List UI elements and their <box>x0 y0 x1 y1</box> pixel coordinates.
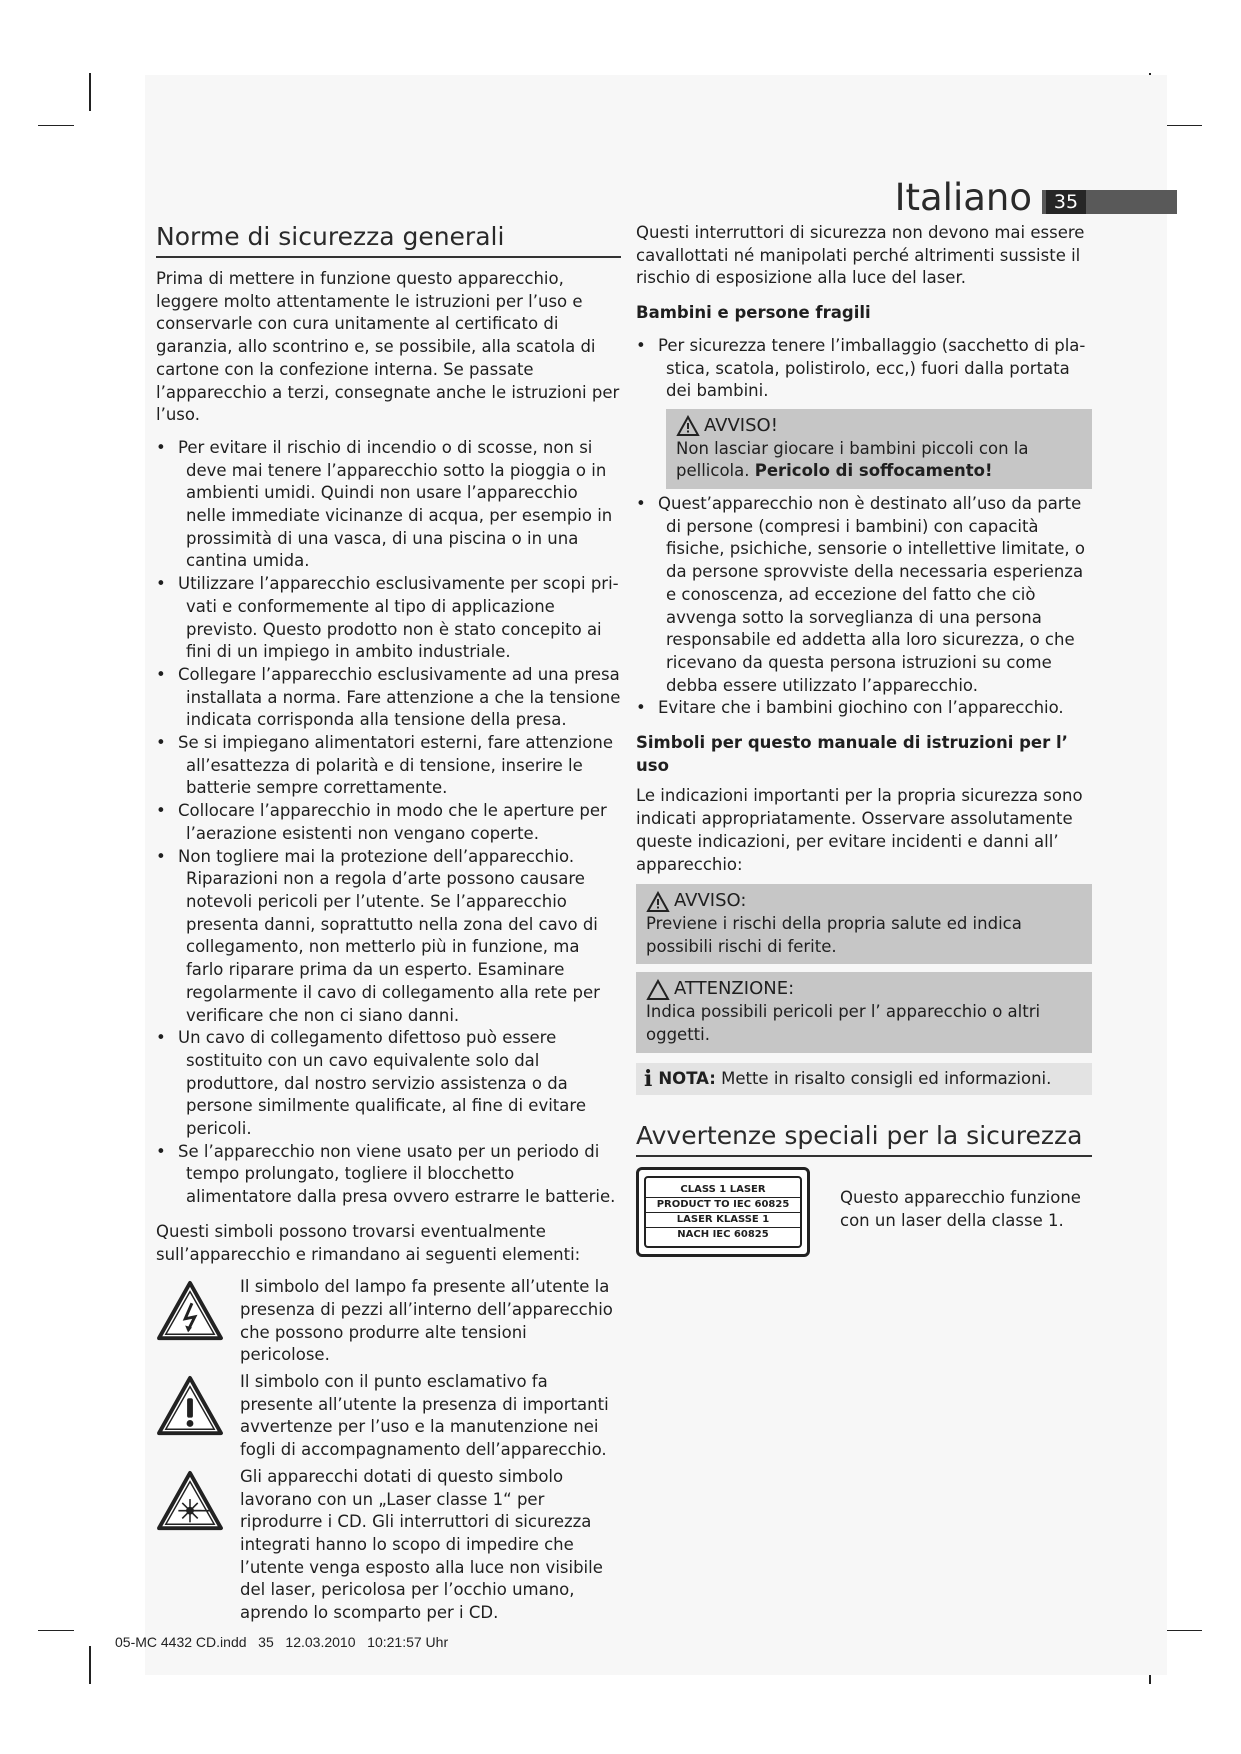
caution-box <box>636 972 1092 1052</box>
warning-text <box>676 438 1082 483</box>
list-item: • Per sicurezza tenere l’imballaggio (sacchetto di plastica, scatola, polistirolo, ecc,) fuori dalla portata dei bambini. <box>636 335 1092 403</box>
list-item: • Un cavo di collegamento difettoso può essere sostituito con un cavo equivalente solo dal produttore, dal nostro servizio assistenza o da persone similmente qualificate, al fine di evitare pericoli. <box>156 1027 621 1141</box>
list-item: • Se l’apparecchio non viene usato per un periodo di tempo prolungato, togliere il blocchetto alimentatore dalla presa ovvero estrarre le batterie. <box>156 1141 621 1209</box>
warning-title: AVVISO: <box>674 890 747 912</box>
continuation-paragraph: Questi interruttori di sicurezza non devono mai essere cavallottati né manipolati perché altrimenti sussiste il rischio di esposizione alla luce del laser. <box>636 223 1085 288</box>
symbol-row-lightning <box>156 1276 621 1367</box>
page-number: 35 <box>1046 190 1086 214</box>
crop-mark <box>38 125 74 126</box>
crop-mark <box>1166 125 1202 126</box>
warning-box-children <box>666 409 1092 489</box>
caution-text: Indica possibili pericoli per l’ apparecchio o altri oggetti. <box>646 1002 1041 1044</box>
symbol-text-laser: Gli apparecchi dotati di questo simbolo lavorano con un „Laser classe 1“ per riprodurre i CD. Gli interruttori di sicurezza integrati hanno lo scopo di impedire che l’utente venga esposto alla luce non visibile del laser, pericolosa per l’occhio umano, aprendo lo scomparto per i CD. <box>240 1466 603 1623</box>
symbols-intro: Questi simboli possono trovarsi eventualmente sull’apparecchio e rimandano ai seguenti elementi: <box>156 1221 581 1264</box>
safety-bullet-list <box>156 437 621 1209</box>
page-number-bar <box>1042 190 1177 214</box>
warning-title: AVVISO! <box>704 414 778 436</box>
symbols-manual-heading: Simboli per questo manuale di istruzioni per l’ uso <box>636 733 1068 775</box>
list-item: • Evitare che i bambini giochino con l’apparecchio. <box>636 697 1092 720</box>
list-item: • Quest’apparecchio non è destinato all’uso da parte di persone (compresi i bambini) con capacità fisiche, psichiche, sensorie o intellettive limitate, o da persone sprovviste della necessaria esperienza e conoscenza, ad eccezione del fatto che ciò avvenga sotto la sorveglianza di una persona responsabile ed addetta alla loro sicurezza, o che ricevano da questa persona istruzioni su come debba essere utilizzato l’apparecchio. <box>636 493 1092 697</box>
laser-warning-icon <box>156 1470 224 1532</box>
list-item: • Per evitare il rischio di incendio o di scosse, non si deve mai tenere l’apparecchio sotto la pioggia o in ambienti umidi. Quindi non usare l’apparecchio nelle immediate vicinanze di acqua, per esempio in prossimità di una vasca, di una piscina o in una cantina umida. <box>156 437 621 573</box>
section-title-special-safety: Avvertenze speciali per la sicurezza <box>636 1121 1092 1157</box>
symbol-text-lightning: Il simbolo del lampo fa presente all’utente la presenza di pezzi all’interno dell’apparecchio che possono produrre alte tensioni pericolose. <box>240 1277 613 1365</box>
right-column <box>636 222 1092 1257</box>
warning-body: Non lasciar giocare i bambini piccoli con la pellicola. <box>676 438 1029 481</box>
crop-mark <box>1166 1630 1202 1631</box>
children-bullet-list-2 <box>636 493 1092 720</box>
language-title: Italiano <box>894 176 1032 219</box>
laser-class-row <box>636 1167 1092 1257</box>
laser-class-text: Questo apparecchio funzione con un laser della classe 1. <box>840 1188 1081 1230</box>
list-item: • Collegare l’apparecchio esclusivamente ad una presa installata a norma. Fare attenzione a che la tensione indicata corrisponda alla tensione della presa. <box>156 664 621 732</box>
list-item: • Collocare l’apparecchio in modo che le aperture per l’aerazione esistenti non vengano coperte. <box>156 800 621 845</box>
laser-label-line: LASER KLASSE 1 <box>646 1213 800 1228</box>
symbol-text-exclamation: Il simbolo con il punto esclamativo fa presente all’utente la presenza di importanti avvertenze per l’uso e la manutenzione nei fogli di accompagnamento dell’apparecchio. <box>240 1372 609 1460</box>
symbol-row-laser <box>156 1466 621 1625</box>
caution-title: ATTENZIONE: <box>674 978 795 1000</box>
list-item: • Utilizzare l’apparecchio esclusivamente per scopi privati e conformemente al tipo di applicazione previsto. Questo prodotto non è stato concepito ai fini di un impiego in ambito industriale. <box>156 573 621 664</box>
warning-box-health <box>636 884 1092 964</box>
lightning-warning-icon <box>156 1280 224 1342</box>
symbol-row-exclamation <box>156 1371 621 1462</box>
laser-label-line: CLASS 1 LASER <box>646 1183 800 1198</box>
list-item: • Non togliere mai la protezione dell’apparecchio. Riparazioni non a regola d’arte possono causare notevoli pericoli per l’utente. Se l’apparecchio presenta danni, soprattutto nella zona del cavo di collegamento, non metterlo più in funzione, ma farlo riparare prima da un esperto. Esaminare regolarmente il cavo di collegamento alla rete per verificare che non ci siano danni. <box>156 846 621 1028</box>
laser-label-line: PRODUCT TO IEC 60825 <box>646 1198 800 1213</box>
warning-box-header <box>646 890 1082 913</box>
warning-triangle-icon <box>646 891 670 913</box>
intro-paragraph: Prima di mettere in funzione questo apparecchio, leggere molto attentamente le istruzioni per l’uso e conservarle con cura unitamente al certificato di garanzia, allo scontrino e, se possibile, alla scatola di cartone con la confezione interna. Se passate l’apparecchio a terzi, consegnate anche le istruzioni per l’uso. <box>156 269 620 425</box>
exclamation-warning-icon <box>156 1375 224 1437</box>
warning-triangle-icon <box>676 415 700 437</box>
children-bullet-list <box>636 335 1092 403</box>
crop-mark <box>89 73 91 111</box>
children-heading: Bambini e persone fragili <box>636 303 871 323</box>
laser-class-label <box>636 1167 810 1257</box>
warning-box-header <box>676 415 1082 438</box>
warning-text: Previene i rischi della propria salute ed indica possibili rischi di ferite. <box>646 913 1022 956</box>
laser-label-inner <box>644 1176 802 1248</box>
caution-triangle-icon <box>646 979 670 1001</box>
section-title-general-safety: Norme di sicurezza generali <box>156 222 621 258</box>
note-text: Mette in risalto consigli ed informazioni. <box>721 1068 1052 1088</box>
crop-mark <box>89 1646 91 1684</box>
laser-label-line: NACH IEC 60825 <box>677 1228 769 1240</box>
crop-mark <box>38 1630 74 1631</box>
print-slug: 05-MC 4432 CD.indd 35 12.03.2010 10:21:57 Uhr <box>115 1634 449 1650</box>
info-icon: i <box>644 1065 653 1092</box>
warning-emphasis: Pericolo di soffocamento! <box>754 461 993 481</box>
caution-box-header <box>646 978 1082 1001</box>
note-label: NOTA: <box>658 1068 716 1088</box>
left-column <box>156 222 621 1625</box>
list-item: • Se si impiegano alimentatori esterni, fare attenzione all’esattezza di polarità e di tensione, inserire le batterie sempre correttamente. <box>156 732 621 800</box>
symbols-manual-paragraph: Le indicazioni importanti per la propria sicurezza sono indicati appropriatamente. Osservare assolutamente queste indicazioni, per evitare incidenti e danni all’ apparecchio: <box>636 786 1083 874</box>
note-box <box>636 1063 1092 1096</box>
